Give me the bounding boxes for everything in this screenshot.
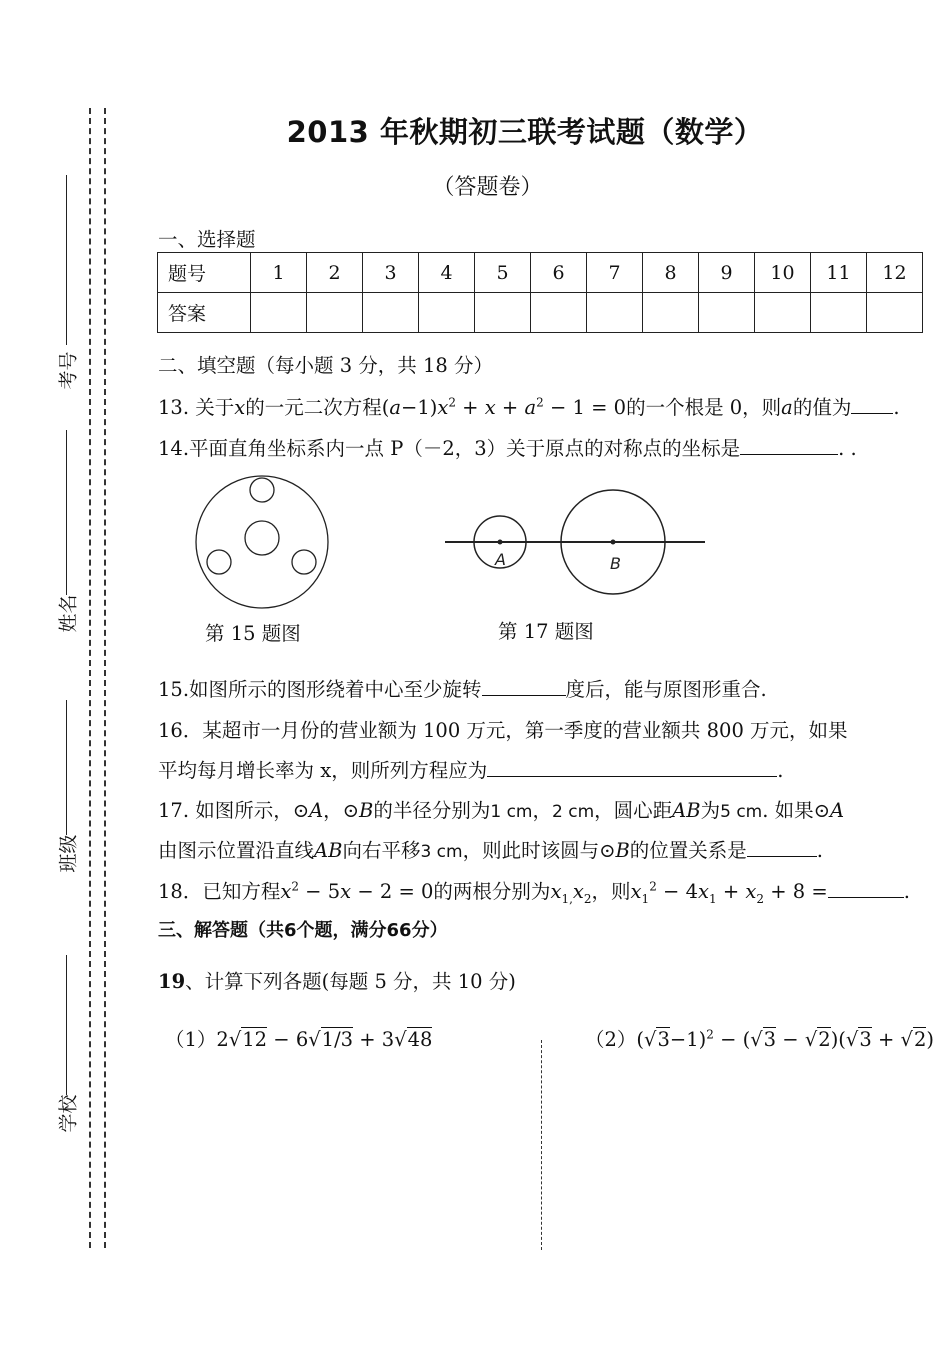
question-19-part2: $(2)(√3-1)^2 - (√3 - √2)(√3 + √2)$ [585, 1027, 934, 1051]
answer-cell[interactable] [587, 293, 643, 333]
question-15: 15.如图所示的图形绕着中心至少旋转 度后，能与原图形重合. [158, 678, 767, 701]
q19-p1-expression: 2√12 − 6√1/3 + 3√48 [216, 1028, 433, 1051]
fig17-center-b [611, 540, 616, 545]
figure-15 [190, 470, 335, 615]
fig15-top-circle [250, 478, 274, 502]
q18-answer-blank[interactable] [828, 879, 904, 898]
question-no-cell: 3 [363, 253, 419, 293]
school-label: 学校 [57, 1094, 80, 1133]
answer-cell[interactable] [475, 293, 531, 333]
section2-heading: 二、填空题（每小题 3 分，共 18 分） [158, 354, 494, 377]
answer-cell[interactable] [811, 293, 867, 333]
answer-cell[interactable] [755, 293, 811, 333]
question-14: 14.平面直角坐标系内一点 P（－2，3）关于原点的对称点的坐标是 . . [158, 437, 857, 460]
name-underline [66, 430, 67, 595]
question-19-part1: （1）2√12 − 6√1/3 + 3√48 [165, 1028, 433, 1051]
q16-answer-blank[interactable] [487, 758, 777, 777]
question-no-cell: 6 [531, 253, 587, 293]
fig15-center-circle [245, 521, 279, 555]
answer-cell[interactable] [419, 293, 475, 333]
question-no-cell: 4 [419, 253, 475, 293]
question-no-cell: 12 [867, 253, 923, 293]
q18-roots: $x_{1,}x_2$ [550, 880, 592, 906]
question-16-line1: 16．某超市一月份的营业额为 100 万元，第一季度的营业额共 800 万元，如果 [158, 719, 848, 742]
answer-cell[interactable] [643, 293, 699, 333]
answer-cell[interactable] [251, 293, 307, 333]
figure-15-caption: 第 15 题图 [205, 622, 301, 645]
question-no-cell: 9 [699, 253, 755, 293]
section3-heading: 三、解答题（共6个题，满分66分） [158, 920, 448, 941]
question-no-cell: 10 [755, 253, 811, 293]
question-no-cell: 1 [251, 253, 307, 293]
answer-cell[interactable] [363, 293, 419, 333]
answer-cell[interactable] [867, 293, 923, 333]
question-16-line2: 平均每月增长率为 x，则所列方程应为 . [158, 759, 784, 782]
q13-equation: $(a-1)x^2 + x + a^2 - 1 = 0$ [381, 395, 627, 419]
school-underline [66, 955, 67, 1095]
q17-answer-blank[interactable] [747, 838, 817, 857]
exam-no-label: 考号 [57, 351, 80, 390]
q18-expression: $x_1^2 - 4x_1 + x_2 + 8$ = [630, 879, 828, 906]
row-label-question-no: 题号 [158, 253, 251, 293]
page-subtitle: （答题卷） [432, 175, 543, 200]
q13-answer-blank[interactable] [851, 395, 893, 414]
binding-dashed-line-left [89, 108, 91, 1248]
name-label: 姓名 [57, 594, 80, 633]
question-no-cell: 11 [811, 253, 867, 293]
question-17-line2: 由图示位置沿直线AB向右平移3 cm，则此时该圆与⊙B的位置关系是 . [158, 839, 823, 862]
binding-dashed-line-right [104, 108, 106, 1248]
answer-table-number-row [158, 253, 923, 293]
page-title: 2013 年秋期初三联考试题（数学） [286, 115, 764, 149]
answer-cell[interactable] [531, 293, 587, 333]
answer-table-answer-row [158, 293, 923, 333]
q19-p2-expression: $(√3-1)^2 - (√3 - √2)(√3 + √2)$ [636, 1027, 934, 1051]
question-17-line1: 17. 如图所示，⊙A，⊙B的半径分别为1 cm，2 cm，圆心距AB为5 cm. 如果⊙A [158, 799, 845, 822]
answer-cell[interactable] [699, 293, 755, 333]
fig15-right-circle [292, 550, 316, 574]
answer-area-divider [541, 1040, 542, 1250]
q18-equation: $x^2 - 5x - 2 = 0$ [280, 879, 434, 903]
q15-answer-blank[interactable] [482, 677, 566, 696]
q14-answer-blank[interactable] [740, 436, 838, 455]
section1-heading: 一、选择题 [158, 228, 256, 251]
question-18: 18．已知方程$x^2 - 5x - 2 = 0$的两根分别为$x_{1,}x_2$，则$x_1^2 - 4x_1 + x_2 + 8$ = . [158, 879, 910, 906]
question-no-cell: 5 [475, 253, 531, 293]
fig17-center-a [498, 540, 503, 545]
class-underline [66, 700, 67, 835]
fig17-label-a: A [495, 550, 506, 569]
row-label-answer: 答案 [158, 293, 251, 333]
question-19: 19、计算下列各题(每题 5 分，共 10 分) [158, 970, 516, 993]
question-13: 13. 关于x的一元二次方程$(a-1)x^2 + x + a^2 - 1 = 0$的一个根是 0，则a的值为 . [158, 395, 900, 419]
fig17-label-b: B [610, 554, 621, 573]
figure-17-caption: 第 17 题图 [498, 620, 594, 643]
class-label: 班级 [57, 834, 80, 873]
fig15-outer-circle [196, 476, 328, 608]
question-no-cell: 8 [643, 253, 699, 293]
fig15-left-circle [207, 550, 231, 574]
figure-17 [440, 485, 710, 597]
question-no-cell: 7 [587, 253, 643, 293]
question-no-cell: 2 [307, 253, 363, 293]
answer-table [157, 252, 923, 333]
answer-cell[interactable] [307, 293, 363, 333]
